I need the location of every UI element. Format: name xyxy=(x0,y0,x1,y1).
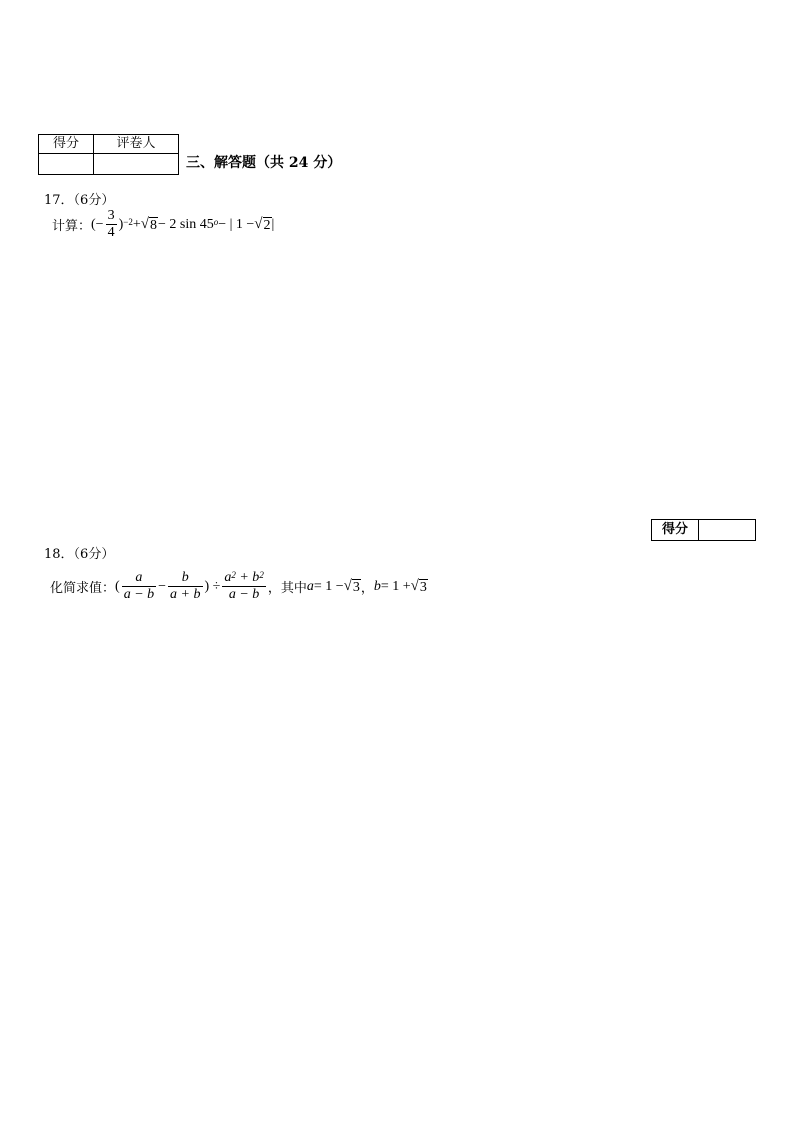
q18-open: ( xyxy=(115,578,120,594)
q17-plus: + xyxy=(132,216,141,232)
q17-frac-den: 4 xyxy=(107,225,115,240)
sqrt-icon: √ xyxy=(140,216,149,232)
numerator: a xyxy=(135,570,143,585)
score-header: 得分 xyxy=(39,135,94,154)
denominator: a + b xyxy=(170,587,201,602)
numerator xyxy=(222,570,265,586)
q18-a-var: a xyxy=(306,578,314,594)
q18-minus: − xyxy=(158,578,167,594)
q18-sqrt-a xyxy=(344,578,361,595)
q17-exponent: −2 xyxy=(123,216,133,227)
q18-a-eq: = 1 − xyxy=(313,578,344,594)
radicand: 2 xyxy=(263,218,271,233)
sqrt-icon: √ xyxy=(254,216,263,232)
q18-where: ，其中 xyxy=(267,581,307,596)
q17-abs-close: | xyxy=(271,216,275,232)
q17-fraction xyxy=(106,208,117,241)
grader-cell[interactable] xyxy=(94,154,179,175)
q17-sqrt-2 xyxy=(254,216,271,233)
score-box-label: 得分 xyxy=(652,520,699,541)
grader-header: 评卷人 xyxy=(94,135,179,154)
q18-prompt: 化简求值： xyxy=(50,581,116,596)
q18-number: 18．（6分） xyxy=(44,547,115,562)
q17-prompt: 计算： xyxy=(52,219,92,234)
radicand: 3 xyxy=(352,580,360,595)
q18-close-div: ) ÷ xyxy=(204,578,221,594)
q18-fraction-3 xyxy=(222,570,265,603)
q18-fraction-1 xyxy=(122,570,156,603)
plus-b: + b xyxy=(235,570,260,585)
var-a: a xyxy=(224,570,232,585)
q18-b-var: b xyxy=(373,578,381,594)
q17-expression xyxy=(52,208,274,241)
q17-close: ) xyxy=(118,216,124,232)
radicand: 3 xyxy=(419,580,427,595)
q17-frac-num: 3 xyxy=(107,208,115,223)
sqrt-icon: √ xyxy=(410,578,419,594)
q18-b-eq: = 1 + xyxy=(380,578,411,594)
score-table xyxy=(38,134,179,175)
q18-fraction-2 xyxy=(168,570,202,603)
section-title: 三、解答题（共 24 分） xyxy=(186,155,342,171)
q17-sqrt-8 xyxy=(141,216,158,233)
exponent: 2 xyxy=(231,570,236,580)
q17-number: 17．（6分） xyxy=(44,193,115,208)
denominator: a − b xyxy=(123,587,155,602)
q17-open: (− xyxy=(91,216,104,232)
q17-degree: o xyxy=(213,216,219,227)
q17-sin-term: − 2 sin 45 xyxy=(157,216,214,232)
denominator: a − b xyxy=(228,587,260,602)
sqrt-icon: √ xyxy=(343,578,352,594)
q18-expression xyxy=(50,570,428,603)
numerator: b xyxy=(181,570,189,585)
radicand: 8 xyxy=(149,218,157,233)
q18-sep: ， xyxy=(360,581,374,596)
q17-abs-open: − | 1 − xyxy=(218,216,255,232)
q18-sqrt-b xyxy=(411,578,428,595)
score-box xyxy=(651,519,756,541)
score-box-value[interactable] xyxy=(699,520,756,541)
score-cell[interactable] xyxy=(39,154,94,175)
exponent: 2 xyxy=(259,570,264,580)
